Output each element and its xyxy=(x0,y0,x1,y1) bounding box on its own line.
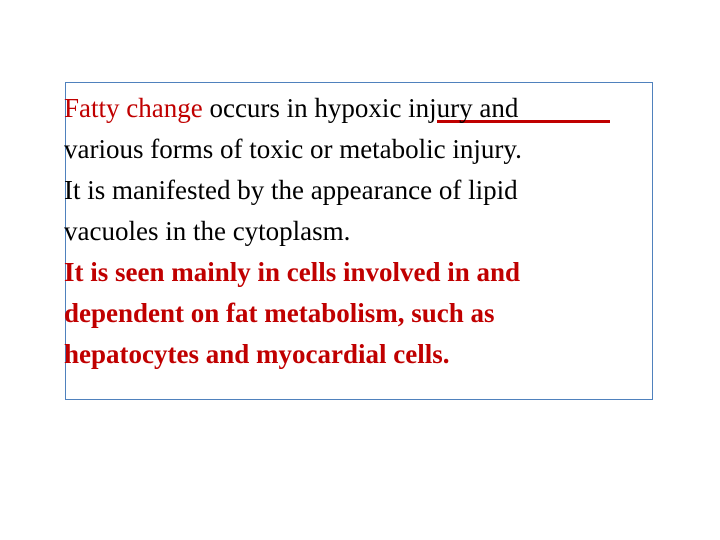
fatty-change-term: Fatty change xyxy=(64,93,203,123)
paragraph-1-line-1 xyxy=(64,88,664,129)
paragraph-3-line-3: hepatocytes and myocardial cells. xyxy=(64,339,450,369)
paragraph-1-line-1-text: occurs in hypoxic injury and xyxy=(202,93,519,123)
paragraph-1-line-2: various forms of toxic or metabolic injury. xyxy=(64,134,522,164)
paragraph-3-line-1: It is seen mainly in cells involved in and xyxy=(64,257,521,287)
paragraph-2-line-1: It is manifested by the appearance of lipid xyxy=(64,175,518,205)
slide-body-text xyxy=(64,88,664,375)
paragraph-3-line-2: dependent on fat metabolism, such as xyxy=(64,298,495,328)
paragraph-2-line-2: vacuoles in the cytoplasm. xyxy=(64,216,351,246)
